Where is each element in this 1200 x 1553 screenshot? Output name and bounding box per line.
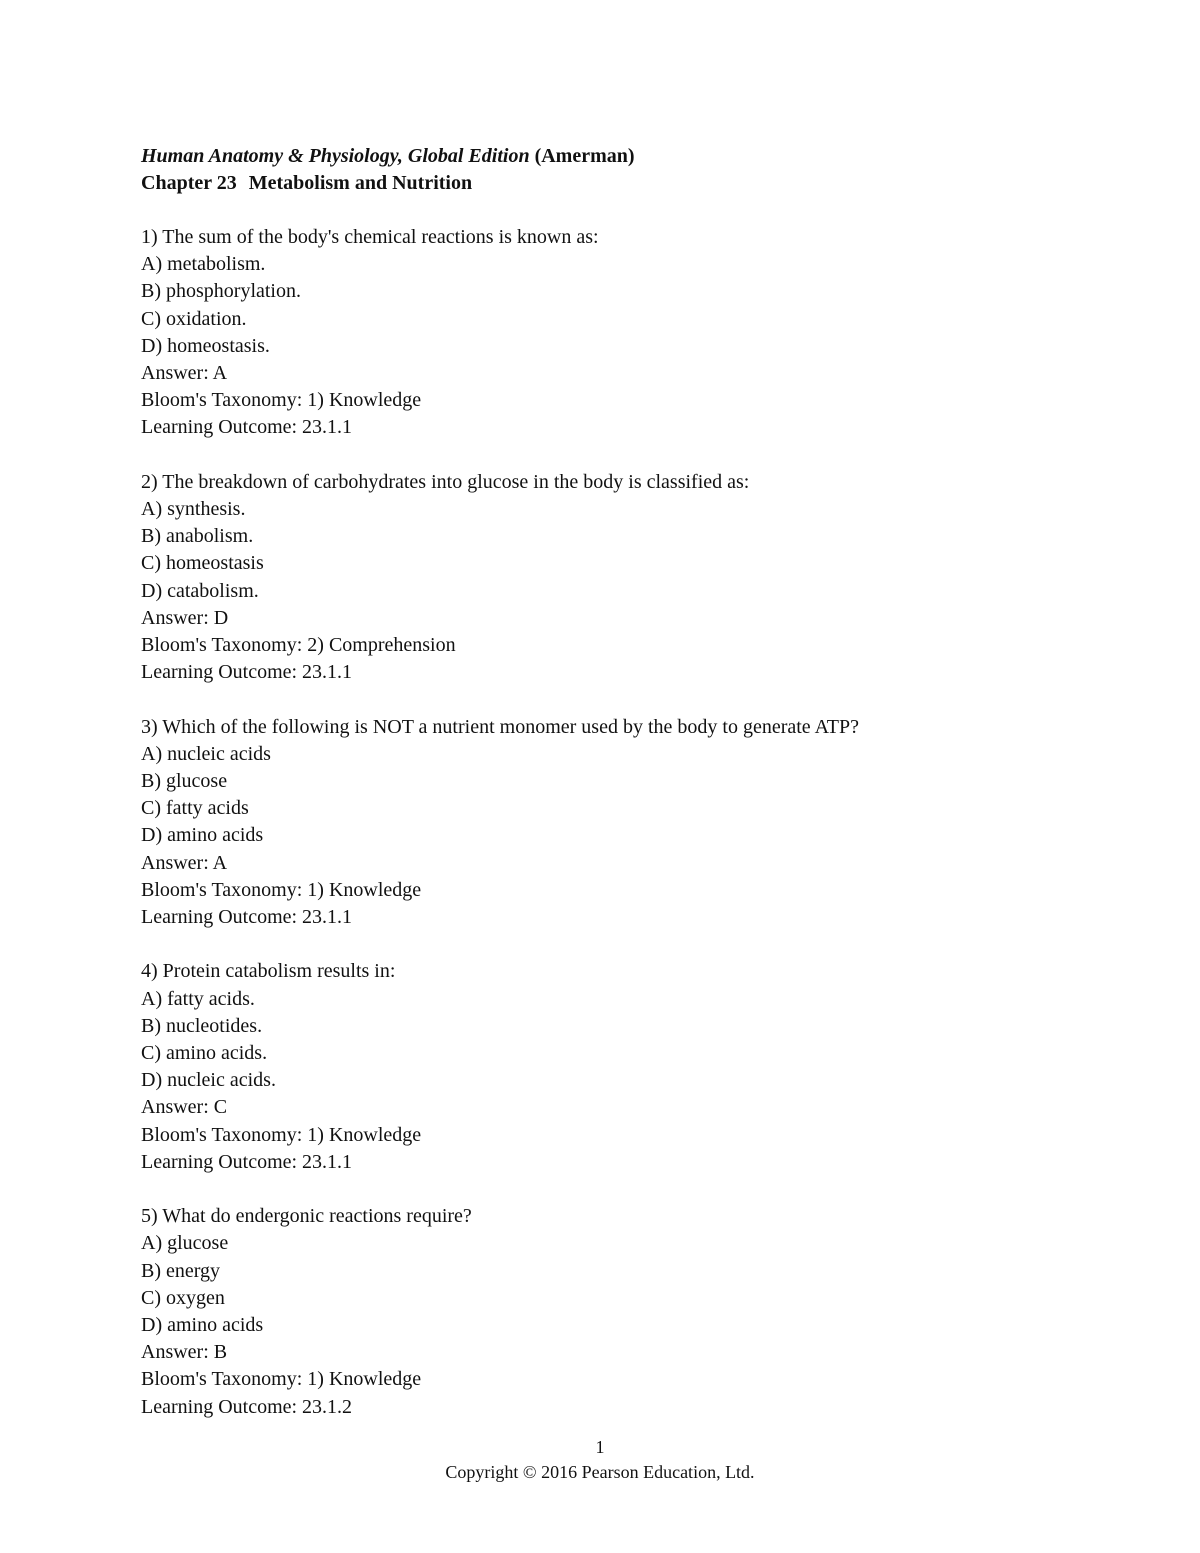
question-2 (141, 469, 1101, 687)
option-c: C) oxidation. (141, 307, 247, 330)
blooms-taxonomy: Bloom's Taxonomy: 2) Comprehension (141, 634, 456, 657)
option-c: C) fatty acids (141, 797, 249, 820)
blooms-taxonomy: Bloom's Taxonomy: 1) Knowledge (141, 1123, 422, 1146)
question-4 (141, 958, 1101, 1176)
question-5 (141, 1203, 1101, 1421)
blooms-taxonomy: Bloom's Taxonomy: 1) Knowledge (141, 878, 422, 901)
blooms-taxonomy: Bloom's Taxonomy: 1) Knowledge (141, 389, 422, 412)
option-b: B) energy (141, 1259, 221, 1282)
option-b: B) phosphorylation. (141, 280, 301, 303)
answer: Answer: C (141, 1096, 228, 1119)
option-d: D) catabolism. (141, 579, 259, 602)
answer: Answer: B (141, 1341, 228, 1364)
option-a: A) glucose (141, 1232, 229, 1255)
answer: Answer: A (141, 851, 228, 874)
question-3 (141, 714, 1101, 932)
option-b: B) anabolism. (141, 525, 254, 548)
author: (Amerman) (534, 145, 635, 167)
option-c: C) oxygen (141, 1286, 225, 1309)
chapter-title: Metabolism and Nutrition (248, 172, 473, 194)
option-d: D) amino acids (141, 824, 264, 847)
chapter-number: Chapter 23 (141, 172, 237, 194)
question-stem: 4) Protein catabolism results in: (141, 960, 396, 983)
option-a: A) fatty acids. (141, 987, 255, 1010)
option-b: B) glucose (141, 770, 228, 793)
learning-outcome: Learning Outcome: 23.1.1 (141, 416, 353, 439)
book-title: Human Anatomy & Physiology, Global Edition (141, 145, 530, 167)
answer: Answer: D (141, 606, 229, 629)
blooms-taxonomy: Bloom's Taxonomy: 1) Knowledge (141, 1368, 422, 1391)
learning-outcome: Learning Outcome: 23.1.2 (141, 1395, 353, 1418)
copyright-notice: Copyright © 2016 Pearson Education, Ltd. (445, 1462, 755, 1482)
option-d: D) amino acids (141, 1314, 264, 1337)
chapter-heading (141, 170, 1101, 197)
learning-outcome: Learning Outcome: 23.1.1 (141, 906, 353, 929)
option-a: A) metabolism. (141, 253, 266, 276)
option-d: D) homeostasis. (141, 334, 270, 357)
page-content (141, 143, 1101, 1421)
book-title-line (141, 143, 1101, 170)
question-1 (141, 224, 1101, 442)
learning-outcome: Learning Outcome: 23.1.1 (141, 661, 353, 684)
option-c: C) amino acids. (141, 1042, 268, 1065)
option-d: D) nucleic acids. (141, 1069, 276, 1092)
answer: Answer: A (141, 362, 228, 385)
option-b: B) nucleotides. (141, 1014, 263, 1037)
question-stem: 3) Which of the following is NOT a nutrient monomer used by the body to generate ATP? (141, 715, 860, 738)
question-stem: 2) The breakdown of carbohydrates into glucose in the body is classified as: (141, 470, 750, 493)
option-a: A) nucleic acids (141, 742, 271, 765)
question-stem: 1) The sum of the body's chemical reactions is known as: (141, 226, 599, 248)
learning-outcome: Learning Outcome: 23.1.1 (141, 1150, 353, 1173)
question-stem: 5) What do endergonic reactions require? (141, 1205, 472, 1228)
page-number: 1 (595, 1437, 605, 1457)
option-c: C) homeostasis (141, 552, 264, 575)
option-a: A) synthesis. (141, 498, 246, 521)
